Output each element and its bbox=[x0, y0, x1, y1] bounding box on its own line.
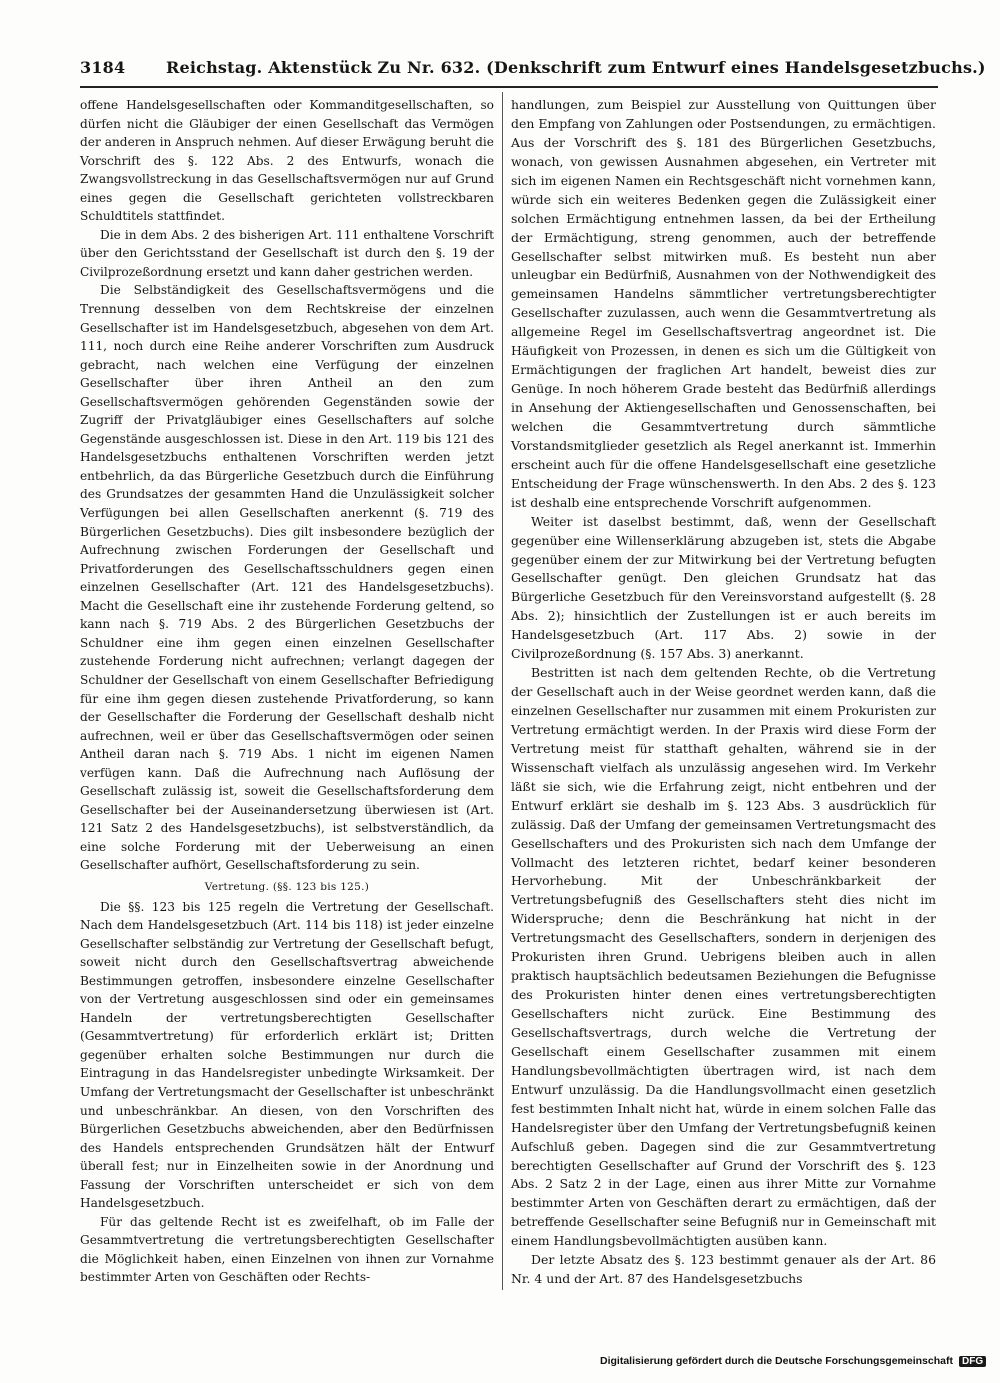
digitization-credit bbox=[600, 1355, 984, 1375]
left-paragraph-1: offene Handelsgesellschaften oder Kommanditgesellschaften, so dürfen nicht die Gläubiger der einen Gesellschaft das Vermögen der anderen in Anspruch nehmen. Auf dieser Erwägung beruht die Vorschrift des §. 122 Abs. 2 des Entwurfs, wonach die Zwangsvollstreckung in das Gesellschaftsvermögen nur auf Grund eines gegen die Gesellschaft gerichteten vollstreckbaren Schuldtitels stattfindet. bbox=[80, 98, 494, 224]
left-paragraph-2: Die in dem Abs. 2 des bisherigen Art. 111 enthaltene Vorschrift über den Gerichtsstand der Gesellschaft ist durch den §. 19 der Civilprozeßordnung ersetzt und kann daher gestrichen werden. bbox=[80, 227, 494, 279]
right-paragraph-1: handlungen, zum Beispiel zur Ausstellung von Quittungen über den Empfang von Zahlungen oder Postsendungen, zu ermächtigen. Aus der Vorschrift des §. 181 des Bürgerlichen Gesetzbuchs, wonach, von gewissen Ausnahmen abgesehen, ein Vertreter mit sich im eigenen Namen ein Rechtsgeschäft nicht vornehmen kann, würde sich ein weiteres Bedenken gegen die Zulässigkeit einer solchen Ermächtigung entnehmen lassen, da bei der Ertheilung der Ermächtigung, streng genommen, auch der betreffende Gesellschafter selbst mitwirken muß. Es besteht nun aber unleugbar ein Bedürfniß, Ausnahmen von der Nothwendigkeit des gemeinsamen Handelns sämmtlicher vertretungsberechtigter Gesellschafter zuzulassen, auch wenn die Gesammtvertretung als allgemeine Regel im Gesellschaftsvertrag angeordnet ist. Die Häufigkeit von Prozessen, in denen es sich um die Gültigkeit von Ermächtigungen der fraglichen Art handelt, beweist dies zur Genüge. In noch höherem Grade besteht das Bedürfniß allerdings in Ansehung der Aktiengesellschaften und Genossenschaften, bei welchen die Gesammtvertretung durch sämmtliche Vorstandsmitglieder gesetzlich als Regel anerkannt ist. Immerhin erscheint auch für die offene Handelsgesellschaft eine gesetzliche Entscheidung der Frage wünschenswerth. In den Abs. 2 des §. 123 ist deshalb eine entsprechende Vorschrift aufgenommen. bbox=[511, 97, 936, 510]
page-header bbox=[80, 58, 986, 82]
page-number: 3184 bbox=[80, 58, 126, 77]
header-rule bbox=[80, 86, 938, 88]
left-paragraph-5: Für das geltende Recht ist es zweifelhaft, ob im Falle der Gesammtvertretung die vertretungsberechtigten Gesellschafter die Möglichkeit haben, einen Einzelnen von ihnen zur Vornahme bestimmter Arten von Geschäften oder Rechts- bbox=[80, 1214, 494, 1285]
right-paragraph-2: Weiter ist daselbst bestimmt, daß, wenn der Gesellschaft gegenüber eine Willenserklärung abzugeben ist, stets die Abgabe gegenüber einem der zur Mitwirkung bei der Vertretung befugten Gesellschafter genügt. Den gleichen Grundsatz hat das Bürgerliche Gesetzbuch für den Vereinsvorstand aufgestellt (§. 28 Abs. 2); hinsichtlich der Zustellungen ist er auch bereits im Handelsgesetzbuch (Art. 117 Abs. 2) sowie in der Civilprozeßordnung (§. 157 Abs. 3) anerkannt. bbox=[511, 513, 936, 662]
right-paragraph-3: Bestritten ist nach dem geltenden Rechte, ob die Vertretung der Gesellschaft auch in der Weise geordnet werden kann, daß die einzelnen Gesellschafter nur zusammen mit einem Prokuristen zur Vertretung ermächtigt werden. In der Praxis wird diese Form der Vertretung meist für statthaft gehalten, während sie in der Wissenschaft vielfach als unzulässig angesehen wird. Im Verkehr läßt sie sich, wie die Erfahrung zeigt, nicht entbehren und der Entwurf erklärt sie deshalb im §. 123 Abs. 3 ausdrücklich für zulässig. Daß der Umfang der gemeinsamen Vertretungsmacht des Gesellschafters und des Prokuristen sich nach dem Umfange der Vollmacht des letzteren richtet, bedarf keiner besonderen Hervorhebung. Mit der Unbeschränkbarkeit der Vertretungsbefugniß des Gesellschafters steht dies nicht im Widerspruche; denn die Beschränkung hat nicht in der Vertretungsmacht des Gesellschafters, sondern in derjenigen des Prokuristen ihren Grund. Uebrigens bleiben auch in allen praktisch hauptsächlich bedeutsamen Beziehungen die Befugnisse des Prokuristen hinter denen eines vertretungsberechtigten Gesellschafters nicht zurück. Eine Bestimmung des Gesellschaftsvertrags, durch welche die Vertretung der Gesellschaft einem Gesellschafter zusammen mit einem Handlungsbevollmächtigten übertragen wird, ist nach dem Entwurf unzulässig. Da die Handlungsvollmacht einen gesetzlich fest bestimmten Inhalt nicht hat, würde in einem solchen Falle das Handelsregister über den Umfang der Vertretungsbefugniß keinen Aufschluß geben. Dagegen sind die zur Gesammtvertretung berechtigten Gesellschafter auf Grund der Vorschrift des §. 123 Abs. 2 Satz 2 in der Lage, einen aus ihrer Mitte zur Vornahme bestimmter Arten von Geschäften derart zu ermächtigen, daß der betreffende Gesellschafter seine Befugniß nur in Gemeinschaft mit einem Handlungsbevollmächtigten ausüben kann. bbox=[511, 665, 936, 1249]
section-heading: Vertretung. (§§. 123 bis 125.) bbox=[204, 880, 370, 893]
right-column bbox=[511, 96, 936, 1289]
dfg-logo: DFG bbox=[959, 1356, 986, 1367]
header-title: Reichstag. Aktenstück Zu Nr. 632. (Denkschrift zum Entwurf eines Handelsgesetzbuchs.) bbox=[166, 58, 986, 77]
column-separator bbox=[502, 92, 503, 1290]
right-paragraph-4: Der letzte Absatz des §. 123 bestimmt genauer als der Art. 86 Nr. 4 und der Art. 87 des Handelsgesetzbuchs bbox=[511, 1252, 936, 1287]
left-paragraph-3: Die Selbständigkeit des Gesellschaftsvermögens und die Trennung desselben von dem Rechtskreise der einzelnen Gesellschafter ist im Handelsgesetzbuch, abgesehen von dem Art. 111, noch durch eine Reihe anderer Vorschriften zum Ausdruck gebracht, nach welchen eine Verfügung der einzelnen Gesellschafter über ihren Antheil an den zum Gesellschaftsvermögen gehörenden Gegenständen sowie der Zugriff der Privatgläubiger eines Gesellschafters auf solche Gegenstände ausgeschlossen ist. Diese in den Art. 119 bis 121 des Handelsgesetzbuchs enthaltenen Vorschriften werden jetzt entbehrlich, da das Bürgerliche Gesetzbuch durch die Einführung des Grundsatzes der gesammten Hand die Unzulässigkeit solcher Verfügungen bei allen Gesellschaften anerkennt (§. 719 des Bürgerlichen Gesetzbuchs). Dies gilt insbesondere bezüglich der Aufrechnung zwischen Forderungen der Gesellschaft und Privatforderungen des Gesellschaftsschuldners gegen einen einzelnen Gesellschafter (Art. 121 des Handelsgesetzbuchs). Macht die Gesellschaft eine ihr zustehende Forderung geltend, so kann nach §. 719 Abs. 2 des Bürgerlichen Gesetzbuchs der Schuldner eine ihm gegen einen einzelnen Gesellschafter zustehende Forderung nicht aufrechnen; verlangt dagegen der Schuldner der Gesellschaft von einem Gesellschafter Befriedigung für eine ihm gegen diesen zustehende Privatforderung, so kann der Gesellschafter die Forderung der Gesellschaft deshalb nicht aufrechnen, weil er über das Gesellschaftsvermögen oder seinen Antheil daran nach §. 719 Abs. 1 nicht im eigenen Namen verfügen kann. Daß die Aufrechnung nach Auflösung der Gesellschaft zulässig ist, soweit die Gesellschaftsforderung dem Gesellschafter bei der Auseinandersetzung überwiesen ist (Art. 121 Satz 2 des Handelsgesetzbuchs), ist selbstverständlich, da eine solche Forderung mit der Ueberweisung an einen Gesellschafter aufhört, Gesellschaftsforderung zu sein. bbox=[80, 283, 494, 873]
left-paragraph-4: Die §§. 123 bis 125 regeln die Vertretung der Gesellschaft. Nach dem Handelsgesetzbuch (Art. 114 bis 118) ist jeder einzelne Gesellschafter selbständig zur Vertretung der Gesellschaft befugt, soweit nicht durch den Gesellschaftsvertrag abweichende Bestimmungen getroffen, insbesondere einzelne Gesellschafter von der Vertretung ausgeschlossen sind oder ein gemeinsames Handeln der vertretungsberechtigten Gesellschafter (Gesammtvertretung) für erforderlich erklärt ist; Dritten gegenüber erhalten solche Bestimmungen nur durch die Eintragung in das Handelsregister unbedingte Wirksamkeit. Der Umfang der Vertretungsmacht der Gesellschafter ist unbeschränkt und unbeschränkbar. An diesen, von den Vorschriften des Bürgerlichen Gesetzbuchs abweichenden, aber den Bedürfnissen des Handels entsprechenden Grundsätzen hält der Entwurf überall fest; nur in Einzelheiten sowie in der Anordnung und Fassung der Vorschriften unterscheidet er sich von dem Handelsgesetzbuch. bbox=[80, 899, 494, 1211]
credit-text: Digitalisierung gefördert durch die Deutsche Forschungsgemeinschaft bbox=[600, 1355, 953, 1367]
left-column bbox=[80, 96, 494, 1287]
